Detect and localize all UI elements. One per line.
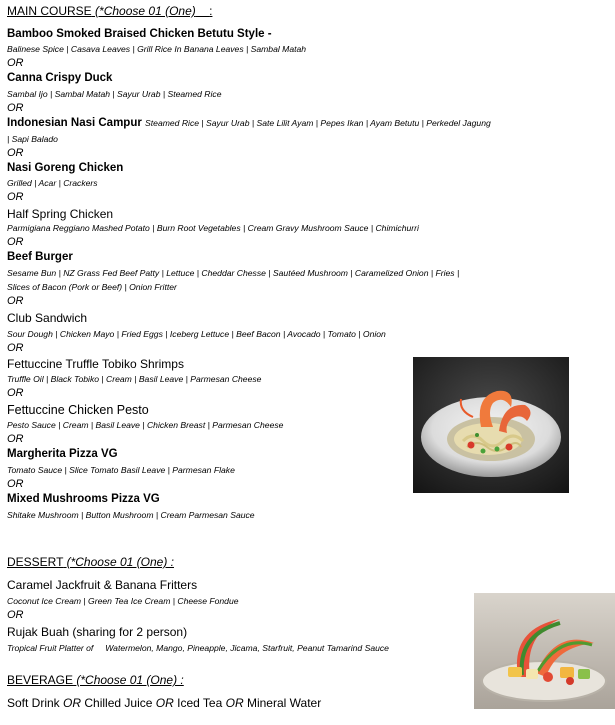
or-separator: OR [7,236,24,248]
beverage-option: Soft Drink [7,696,60,710]
fruit-platter-photo [474,593,615,709]
menu-item-desc: Sambal Ijo | Sambal Matah | Sayur Urab | Steamed Rice [7,89,222,99]
or-separator: OR [7,295,24,307]
beverage-heading: BEVERAGE (*Choose 01 (One) : [7,673,184,687]
or-separator: OR [7,609,24,621]
menu-item-title: Margherita Pizza VG [7,448,118,460]
menu-item-desc: Pesto Sauce | Cream | Basil Leave | Chicken Breast | Parmesan Cheese [7,420,284,430]
or-separator: OR [7,433,24,445]
menu-item-title: Indonesian Nasi Campur Steamed Rice | Sayur Urab | Sate Lilit Ayam | Pepes Ikan | Ayam Betutu | Perkedel Jagung [7,117,491,129]
menu-item-desc: Slices of Bacon (Pork or Beef) | Onion Fritter [7,282,177,292]
or-separator: OR [7,387,24,399]
menu-item-desc: Parmigiana Reggiano Mashed Potato | Burn Root Vegetables | Cream Gravy Mushroom Sauce | Chimichurri [7,223,419,233]
menu-item-desc: Tomato Sauce | Slice Tomato Basil Leave | Parmesan Flake [7,465,235,475]
menu-item-desc: Coconut Ice Cream | Green Tea Ice Cream | Cheese Fondue [7,596,239,606]
menu-item-desc-inline: Steamed Rice | Sayur Urab | Sate Lilit Ayam | Pepes Ikan | Ayam Betutu | Perkedel Jagung [145,118,491,128]
or-separator: OR [7,57,24,69]
menu-item-title: Club Sandwich [7,311,88,325]
menu-item-title: Mixed Mushrooms Pizza VG [7,493,160,505]
menu-item-title: Nasi Goreng Chicken [7,162,124,174]
shrimp-pasta-plate-photo [413,357,569,493]
beverage-option: Iced Tea [177,696,223,710]
menu-item-desc: Grilled | Acar | Crackers [7,178,98,188]
menu-item-title: Bamboo Smoked Braised Chicken Betutu Style - [7,28,272,40]
or-separator: OR [7,191,24,203]
menu-item-desc: Shitake Mushroom | Button Mushroom | Cream Parmesan Sauce [7,510,255,520]
menu-item-desc: Balinese Spice | Casava Leaves | Grill Rice In Banana Leaves | Sambal Matah [7,44,307,54]
or-separator: OR [225,696,244,710]
menu-item-title: Rujak Buah (sharing for 2 person) [7,625,188,639]
menu-item-title: Fettuccine Truffle Tobiko Shrimps [7,357,184,371]
or-separator: OR [7,342,24,354]
or-separator: OR [7,102,24,114]
menu-item-desc: Truffle Oil | Black Tobiko | Cream | Basil Leave | Parmesan Cheese [7,374,262,384]
menu-item-desc: Sour Dough | Chicken Mayo | Fried Eggs | Iceberg Lettuce | Beef Bacon | Avocado | Tomato | Onion [7,329,386,339]
menu-item-title: Beef Burger [7,251,73,263]
menu-item-title: Half Spring Chicken [7,207,114,221]
main-course-heading: MAIN COURSE (*Choose 01 (One) : [7,4,213,18]
menu-item-desc: | Sapi Balado [7,134,58,144]
or-separator: OR [7,478,24,490]
menu-item-desc: Tropical Fruit Platter of Watermelon, Mango, Pineapple, Jicama, Starfruit, Peanut Tamarind Sauce [7,643,389,653]
or-separator: OR [155,696,174,710]
menu-item-title: Caramel Jackfruit & Banana Fritters [7,578,198,592]
beverage-option: Chilled Juice [84,696,153,710]
dessert-heading: DESSERT (*Choose 01 (One) : [7,555,174,569]
menu-item-title: Fettuccine Chicken Pesto [7,403,149,417]
or-separator: OR [7,147,24,159]
beverage-options [7,696,321,710]
menu-item-desc: Sesame Bun | NZ Grass Fed Beef Patty | Lettuce | Cheddar Chesse | Sautéed Mushroom | Caramelized Onion | Fries | [7,268,460,278]
beverage-option: Mineral Water [246,696,322,710]
menu-item-title: Canna Crispy Duck [7,72,113,84]
or-separator: OR [63,696,82,710]
